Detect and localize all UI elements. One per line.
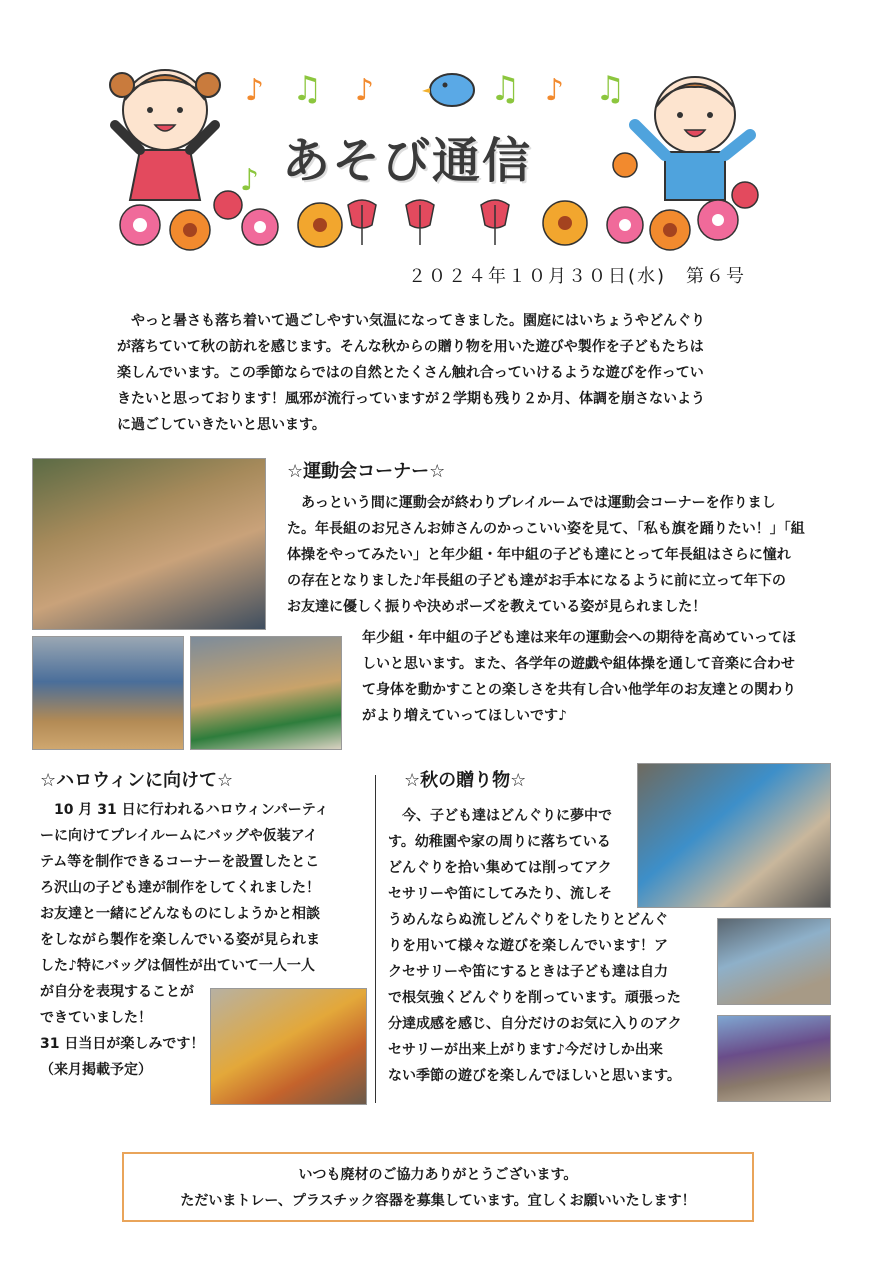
autumn-line: うめんならぬ流しどんぐりをしたりとどんぐ xyxy=(388,912,668,928)
autumn-line: セサリーが出来上がります♪今だけしか出来 xyxy=(388,1042,663,1058)
music-note-icon: ♪ xyxy=(245,73,265,108)
autumn-photo-3 xyxy=(717,1015,831,1102)
autumn-heading: ☆秋の贈り物☆ xyxy=(404,770,527,791)
intro-line: きたいと思っております！風邪が流行っていますが２学期も残り２か月、体調を崩さないよう xyxy=(117,391,705,407)
autumn-photo-2 xyxy=(717,918,831,1005)
sports-body-bottom xyxy=(362,625,842,729)
halloween-line: テム等を制作できるコーナーを設置したとこ xyxy=(40,854,320,870)
intro-paragraph xyxy=(117,308,767,438)
music-note-icon: ♪ xyxy=(240,163,260,198)
halloween-line: 31 日当日が楽しみです！ xyxy=(40,1036,205,1052)
halloween-line: できていました！ xyxy=(40,1010,152,1026)
autumn-line: セサリーや笛にしてみたり、流しそ xyxy=(388,886,612,902)
sports-line: あっという間に運動会が終わりプレイルームでは運動会コーナーを作りまし xyxy=(301,495,776,511)
halloween-line: お友達と一緒にどんなものにしようかと相談 xyxy=(40,906,320,922)
halloween-line: した♪特にバッグは個性が出ていて一人一人 xyxy=(40,958,315,974)
sports-line: しいと思います。また、各学年の遊戯や組体操を通して音楽に合わせ xyxy=(362,656,795,672)
issue-date: ２０２４年１０月３０日(水) 第６号 xyxy=(408,266,747,287)
halloween-line: が自分を表現することが xyxy=(40,984,194,1000)
autumn-body-mid xyxy=(388,907,713,1089)
music-note-icon: ♪ xyxy=(545,73,565,108)
autumn-line: す。幼稚園や家の周りに落ちている xyxy=(388,834,611,850)
autumn-line: ない季節の遊びを楽しんでほしいと思います。 xyxy=(388,1068,681,1084)
halloween-line: 10 月 31 日に行われるハロウィンパーティ xyxy=(54,802,329,818)
newsletter-title: あそび通信 xyxy=(282,133,533,189)
music-note-icon: ♫ xyxy=(292,69,323,109)
autumn-line: りを用いて様々な遊びを楽しんでいます！ア xyxy=(388,938,668,954)
intro-line: が落ちていて秋の訪れを感じます。そんな秋からの贈り物を用いた遊びや製作を子どもたちは xyxy=(117,339,704,355)
intro-line: に過ごしていきたいと思います。 xyxy=(117,417,326,433)
notice-line-2: ただいまトレー、プラスチック容器を募集しています。宜しくお願いいたします！ xyxy=(180,1193,696,1209)
halloween-line: をしながら製作を楽しんでいる姿が見られま xyxy=(40,932,320,948)
sports-photo-main xyxy=(32,458,266,630)
notice-line-1: いつも廃材のご協力ありがとうございます。 xyxy=(298,1167,578,1183)
halloween-photo xyxy=(210,988,367,1105)
music-note-icon: ♫ xyxy=(595,69,626,109)
sports-line: の存在となりました♪年長組の子ども達がお手本になるように前に立って年下の xyxy=(287,573,786,589)
boy-illustration xyxy=(635,77,750,200)
intro-line: やっと暑さも落ち着いて過ごしやすい気温になってきました。園庭にはいちょうやどんぐり xyxy=(131,313,705,329)
autumn-photo-1 xyxy=(637,763,831,908)
autumn-line: 今、子ども達はどんぐりに夢中で xyxy=(402,808,612,824)
sports-line: がより増えていってほしいです♪ xyxy=(362,708,567,724)
music-note-icon: ♫ xyxy=(490,69,521,109)
sports-photo-2 xyxy=(32,636,184,750)
notice-box xyxy=(122,1152,754,1222)
autumn-line: で根気強くどんぐりを削っています。頑張った xyxy=(388,990,681,1006)
sports-line: て身体を動かすことの楽しさを共有し合い他学年のお友達との関わり xyxy=(362,682,796,698)
halloween-line: ろ沢山の子ども達が制作をしてくれました！ xyxy=(40,880,320,896)
autumn-line: どんぐりを拾い集めては削ってアク xyxy=(388,860,612,876)
column-divider xyxy=(375,775,376,1103)
sports-heading: ☆運動会コーナー☆ xyxy=(287,461,446,482)
autumn-body-short xyxy=(388,803,633,907)
sports-line: お友達に優しく振りや決めポーズを教えている姿が見られました！ xyxy=(287,599,707,615)
music-note-icon: ♪ xyxy=(355,73,375,108)
halloween-line: ーに向けてプレイルームにバッグや仮装アイ xyxy=(40,828,318,844)
halloween-note: （来月掲載予定） xyxy=(40,1062,152,1078)
intro-line: 楽しんでいます。この季節ならではの自然とたくさん触れ合っていけるような遊びを作ってい xyxy=(117,365,704,381)
sports-line: 年少組・年中組の子ども達は来年の運動会への期待を高めていってほ xyxy=(362,630,796,646)
bird-icon xyxy=(422,74,474,106)
sports-line: 体操をやってみたい」と年少組・年中組の子ども達にとって年長組はさらに憧れ xyxy=(287,547,791,563)
sports-body-top xyxy=(287,490,842,620)
girl-illustration xyxy=(110,70,220,200)
autumn-line: 分達成感を感じ、自分だけのお気に入りのアク xyxy=(388,1016,682,1032)
sports-photo-3 xyxy=(190,636,342,750)
autumn-line: クセサリーや笛にするときは子ども達は自力 xyxy=(388,964,668,980)
halloween-heading: ☆ハロウィンに向けて☆ xyxy=(40,770,234,791)
sports-line: た。年長組のお兄さんお姉さんのかっこいい姿を見て、「私も旗を踊りたい！」「組 xyxy=(287,521,805,537)
